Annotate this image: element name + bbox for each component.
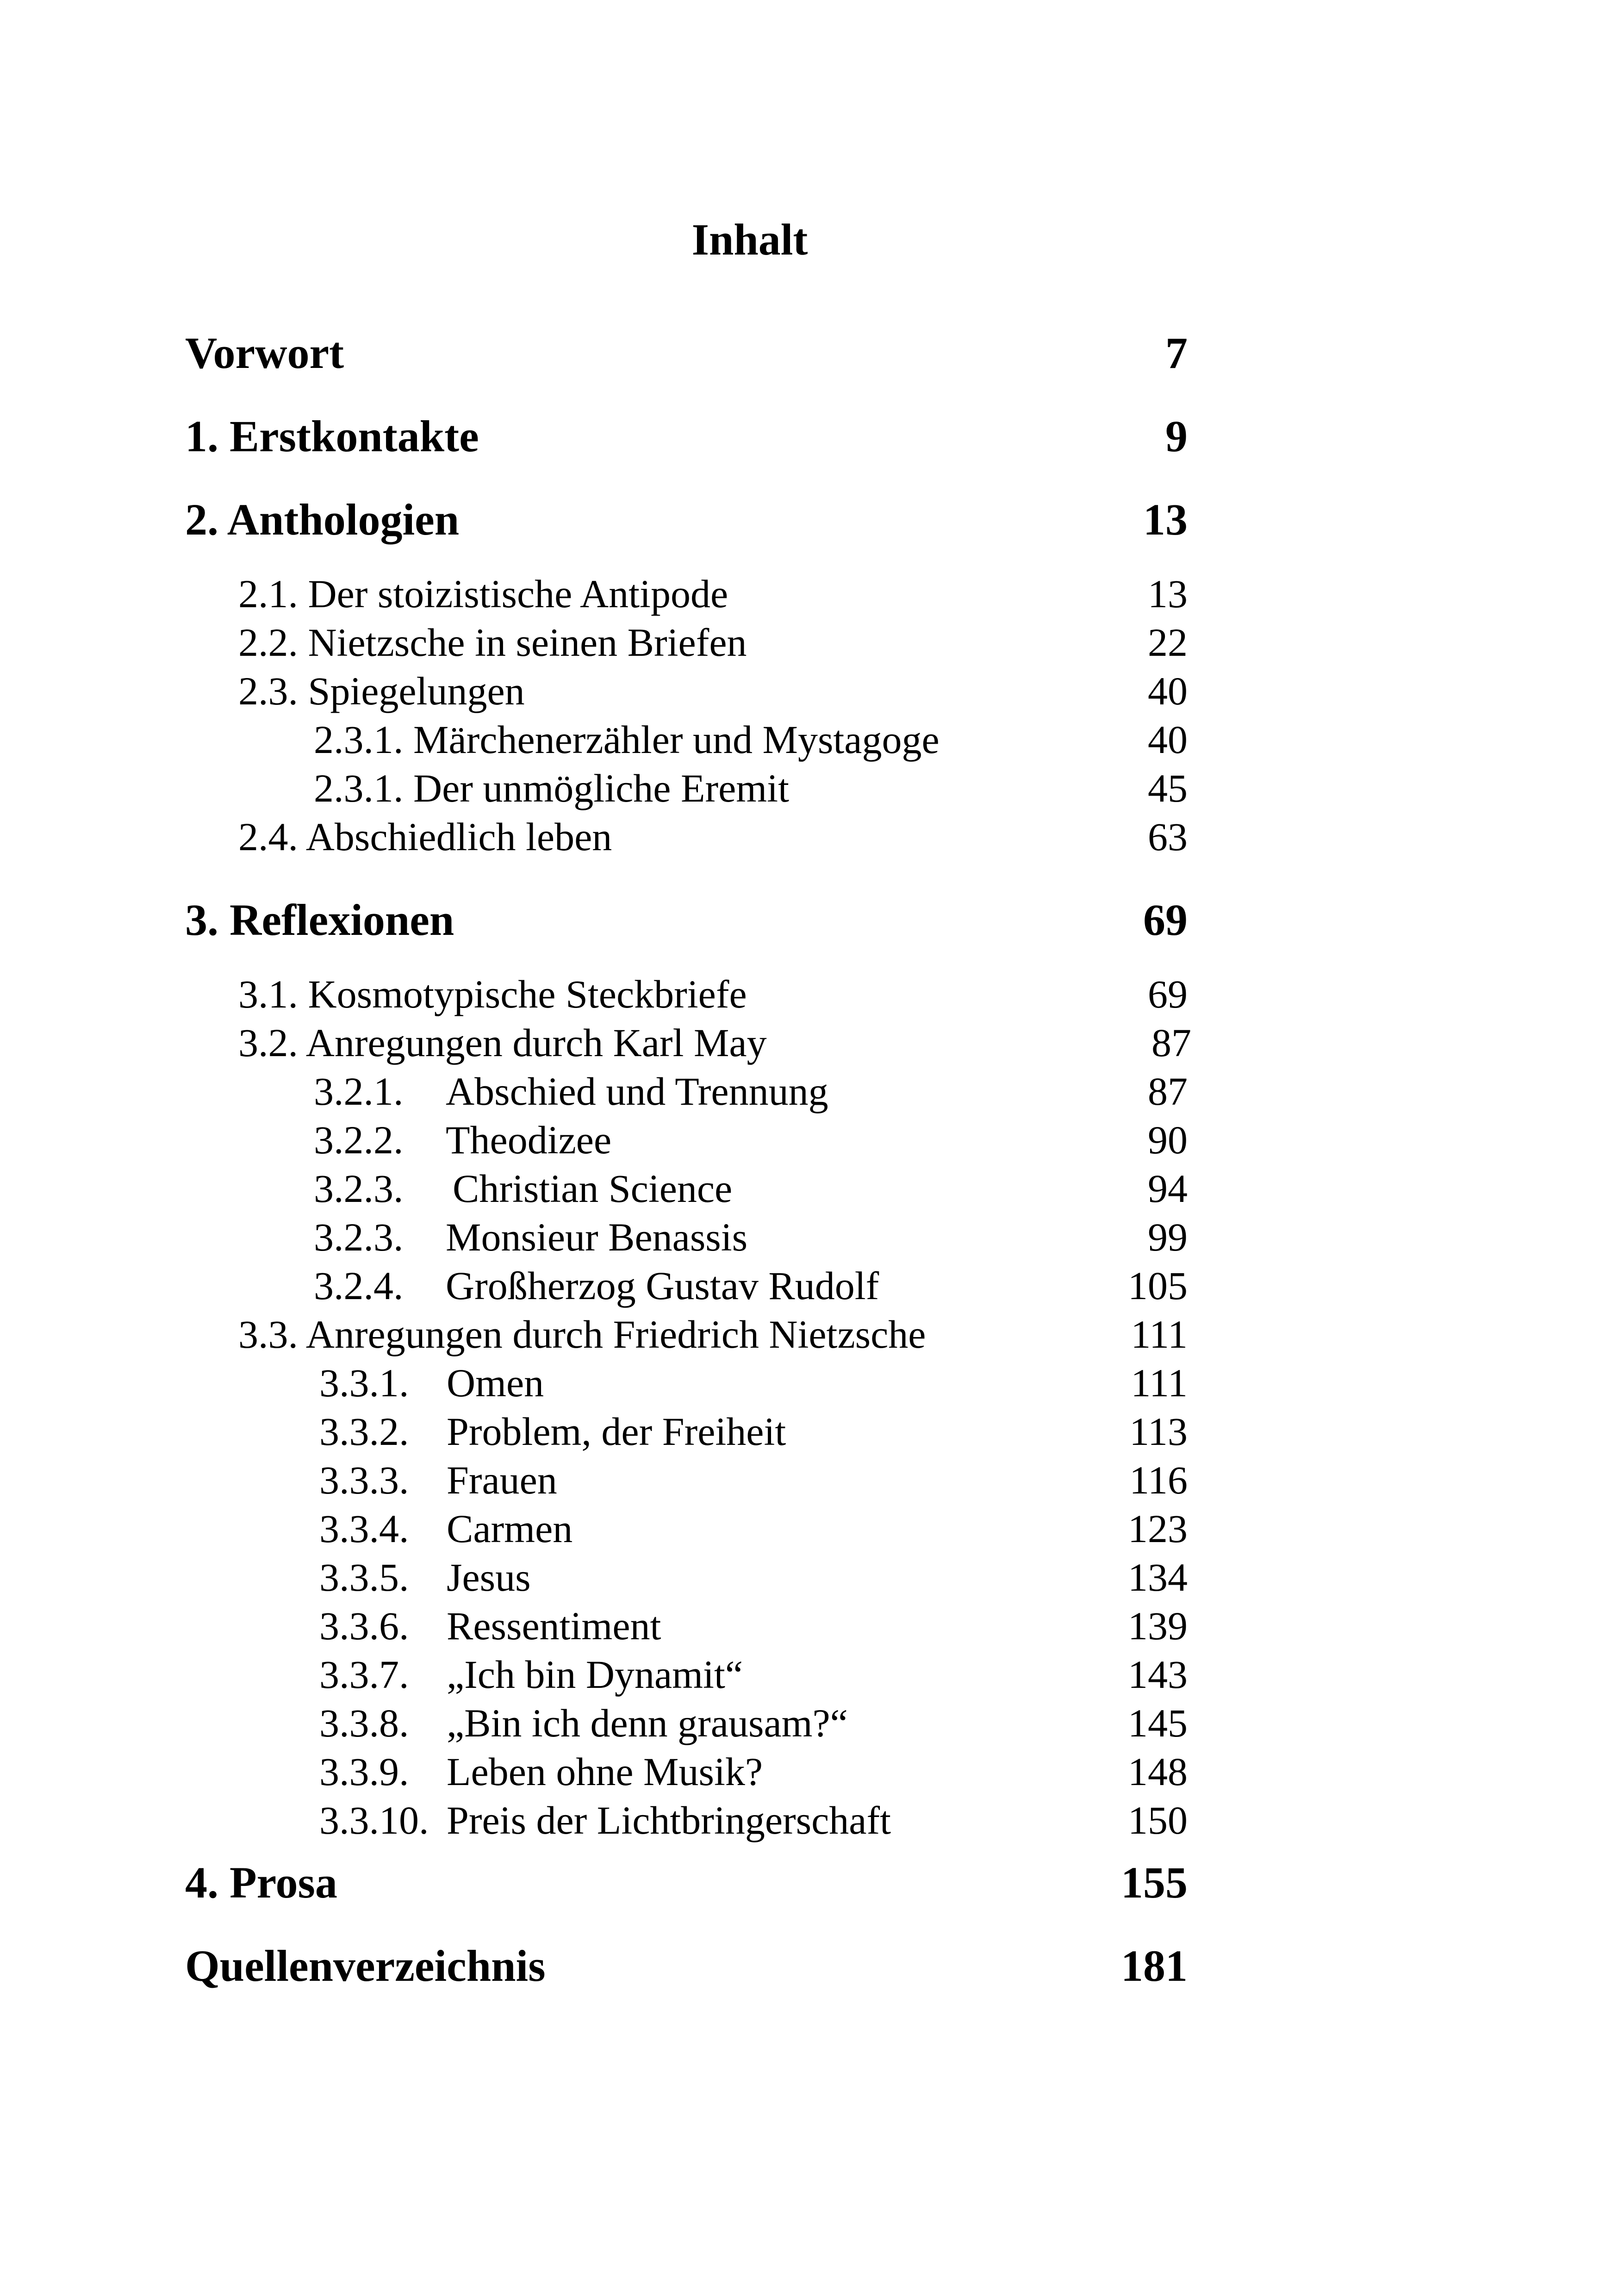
toc-entry-page: 87 — [1151, 1020, 1191, 1065]
toc-entry-label — [319, 1606, 661, 1646]
toc-entry-title: 2. Anthologien — [185, 495, 460, 544]
toc-entry-label — [319, 1557, 531, 1597]
toc-entry-title: Problem, der Freiheit — [447, 1409, 786, 1454]
toc-entry-label — [319, 1652, 743, 1697]
toc-entry-page: 63 — [1148, 815, 1188, 859]
toc-entry-page: 116 — [1129, 1458, 1188, 1502]
toc-entry-title: Preis der Lichtbringerschaft — [447, 1798, 891, 1842]
toc-entry-page: 113 — [1129, 1409, 1188, 1454]
toc-entry-number: 3.2.3. — [314, 1166, 404, 1211]
toc-entry-title: 2.2. Nietzsche in seinen Briefen — [238, 620, 747, 665]
toc-entry-number: 3.3.9. — [319, 1749, 409, 1794]
toc-entry-page: 150 — [1128, 1798, 1188, 1842]
toc-entry-label — [314, 1166, 733, 1211]
toc-entry-number: 3.2.4. — [314, 1263, 404, 1308]
toc-entry-label — [314, 1069, 828, 1114]
toc-entry-number: 3.2.3. — [314, 1215, 404, 1259]
toc-entry-page: 145 — [1128, 1701, 1188, 1745]
toc-entry-page: 111 — [1131, 1312, 1188, 1356]
toc-entry-page: 105 — [1128, 1263, 1188, 1308]
toc-entry-label — [319, 1460, 557, 1500]
toc-entry-number: 3.3.6. — [319, 1604, 409, 1648]
toc-entry-number: 3.2.1. — [314, 1069, 404, 1114]
toc-entry-number: 3.3.3. — [319, 1458, 409, 1502]
toc-entry-page: 13 — [1148, 572, 1188, 616]
toc-entry-title: „Ich bin Dynamit“ — [447, 1652, 743, 1697]
toc-entry-label — [319, 1703, 848, 1743]
toc-entry-label — [319, 1409, 786, 1454]
toc-entry-title: Theodizee — [446, 1118, 612, 1162]
toc-entry-page: 69 — [1148, 972, 1188, 1016]
toc-entry-number: 3.3.5. — [319, 1555, 409, 1599]
toc-entry-page: 9 — [1165, 411, 1188, 461]
toc-entry-page: 40 — [1148, 717, 1188, 762]
toc-entry-label — [319, 1800, 891, 1840]
toc-entry-number: 3.2.2. — [314, 1118, 404, 1162]
toc-entry-title: 1. Erstkontakte — [185, 411, 479, 461]
toc-entry-title: Ressentiment — [447, 1604, 661, 1648]
toc-entry-page: 22 — [1148, 620, 1188, 665]
toc-entry-page: 139 — [1128, 1604, 1188, 1648]
toc-entry-page: 155 — [1121, 1858, 1188, 1907]
toc-entry-label — [314, 1217, 747, 1257]
toc-entry-page: 40 — [1148, 669, 1188, 713]
toc-entry-number: 3.3.10. — [319, 1798, 429, 1842]
toc-entry-page: 111 — [1131, 1361, 1188, 1405]
toc-entry-page: 69 — [1143, 895, 1188, 945]
toc-entry-label — [319, 1363, 544, 1403]
toc-entry-label — [314, 1120, 611, 1160]
toc-entry-title: Abschied und Trennung — [446, 1069, 828, 1114]
toc-entry-title: 2.3.1. Märchenerzähler und Mystagoge — [314, 717, 940, 762]
toc-entry-label — [314, 1263, 879, 1308]
toc-entry-page: 148 — [1128, 1749, 1188, 1794]
toc-entry-title: „Bin ich denn grausam?“ — [447, 1701, 848, 1745]
toc-entry-title: Quellenverzeichnis — [185, 1941, 546, 1991]
toc-entry-label — [319, 1506, 573, 1551]
toc-entry-title: Omen — [447, 1361, 544, 1405]
toc-entry-page: 94 — [1148, 1166, 1188, 1211]
toc-entry-title: 2.4. Abschiedlich leben — [238, 815, 612, 859]
toc-entry-page: 181 — [1121, 1941, 1188, 1991]
toc-entry-page: 143 — [1128, 1652, 1188, 1697]
toc-entry-page: 99 — [1148, 1215, 1188, 1259]
toc-entry-title: Frauen — [447, 1458, 557, 1502]
toc-entry-title: 3.1. Kosmotypische Steckbriefe — [238, 972, 747, 1016]
toc-entry-page: 134 — [1128, 1555, 1188, 1599]
toc-entry-page: 90 — [1148, 1118, 1188, 1162]
toc-entry-title: 2.3. Spiegelungen — [238, 669, 525, 713]
toc-entry-title: Vorwort — [185, 328, 344, 378]
toc-entry-title: Jesus — [447, 1555, 531, 1599]
toc-entry-title: 3. Reflexionen — [185, 895, 454, 945]
toc-entry-number: 3.3.8. — [319, 1701, 409, 1745]
toc-entry-title: Christian Science — [453, 1166, 733, 1211]
toc-entry-title: Leben ohne Musik? — [447, 1749, 763, 1794]
toc-entry-title: 3.3. Anregungen durch Friedrich Nietzsche — [238, 1312, 926, 1356]
toc-entry-number: 3.3.1. — [319, 1361, 409, 1405]
toc-entry-title: Großherzog Gustav Rudolf — [446, 1263, 879, 1308]
toc-entry-number: 3.3.7. — [319, 1652, 409, 1697]
toc-entry-page: 45 — [1148, 766, 1188, 810]
toc-entry-title: 2.3.1. Der unmögliche Eremit — [314, 766, 789, 810]
toc-entry-page: 13 — [1143, 495, 1188, 544]
toc-entry-title: 4. Prosa — [185, 1858, 337, 1907]
toc-entry-title: 2.1. Der stoizistische Antipode — [238, 572, 728, 616]
toc-entry-number: 3.3.2. — [319, 1409, 409, 1454]
page-title: Inhalt — [691, 215, 808, 264]
toc-entry-page: 7 — [1165, 328, 1188, 378]
toc-entry-title: Monsieur Benassis — [446, 1215, 748, 1259]
toc-entry-number: 3.3.4. — [319, 1506, 409, 1551]
toc-entry-title: 3.2. Anregungen durch Karl May — [238, 1020, 767, 1065]
toc-entry-page: 87 — [1148, 1069, 1188, 1114]
toc-entry-title: Carmen — [447, 1506, 573, 1551]
toc-entry-page: 123 — [1128, 1506, 1188, 1551]
toc-entry-label — [319, 1749, 763, 1794]
